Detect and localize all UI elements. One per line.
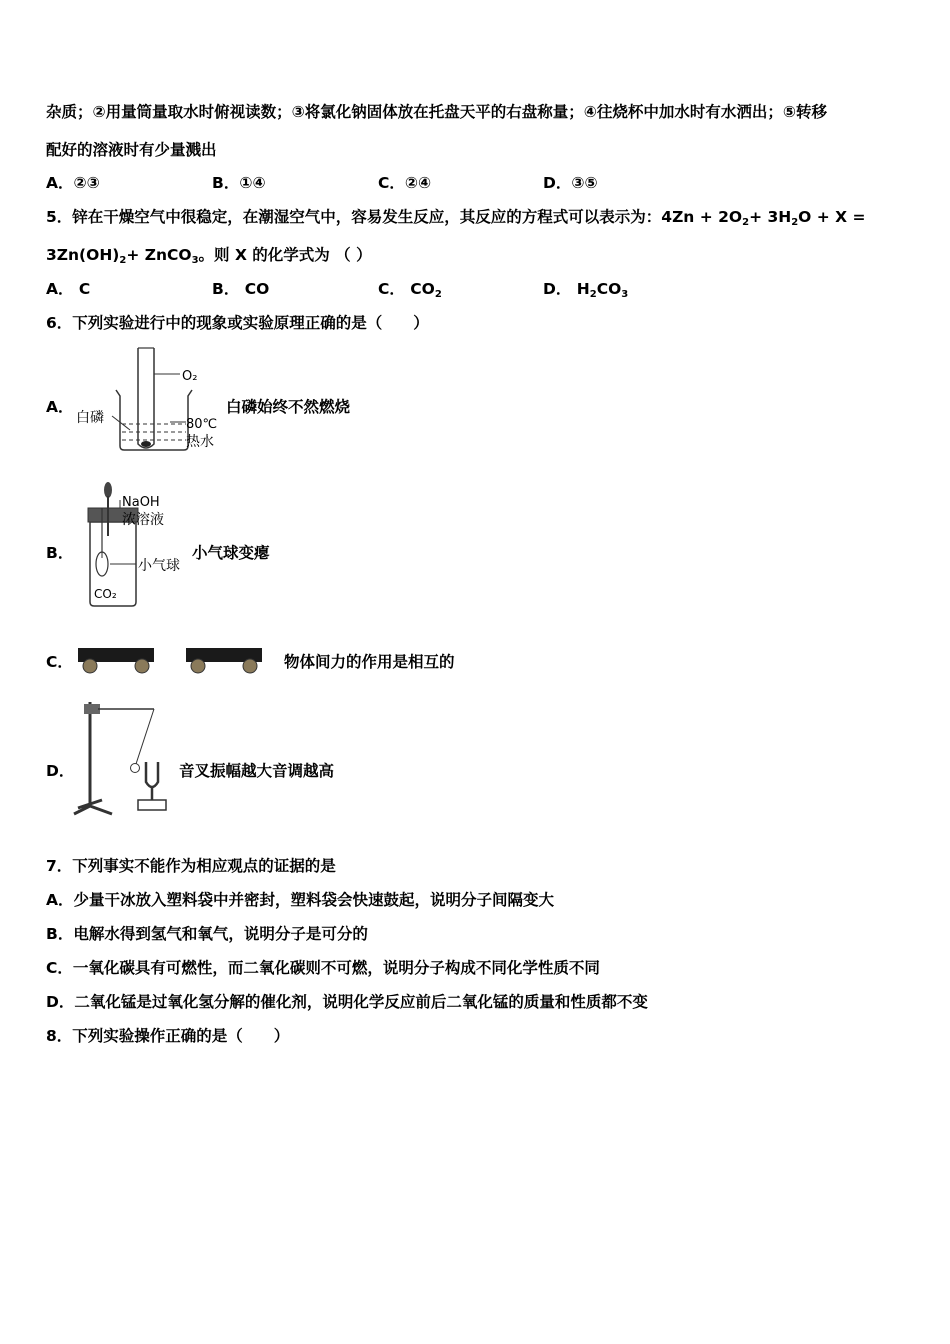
q7-option-d: D．二氧化锰是过氧化氢分解的催化剂，说明化学反应前后二氧化锰的质量和性质都不变 [46,993,648,1011]
q6-option-b-text: 小气球变瘪 [192,544,270,562]
q5-stem-line2: $3Zn(OH)_2+$ ZnCO$_3$。则 X 的化学式为 （ ） [46,246,372,266]
fig-b-naoh-label: NaOH [122,495,160,510]
q5-option-a: A． C [46,280,91,298]
q5-option-b: B． CO [212,280,270,298]
q7-option-b: B．电解水得到氢气和氧气，说明分子是可分的 [46,925,368,943]
q6-d-tuning-fork-figure [72,696,182,818]
fig-b-solution-label: 浓溶液 [122,512,164,528]
q8-stem: 8．下列实验操作正确的是（ ） [46,1027,290,1045]
q7-option-c: C．一氧化碳具有可燃性，而二氧化碳则不可燃，说明分子构成不同化学性质不同 [46,959,600,977]
q6-option-d-text: 音叉振幅越大音调越高 [179,762,335,780]
q6-option-a-label: A． [46,398,74,416]
q7-stem: 7．下列事实不能作为相应观点的证据的是 [46,857,336,875]
q5-option-c: C． $CO_2$ [378,280,442,300]
q6-option-a-text: 白磷始终不然燃烧 [226,398,351,416]
fig-a-phosphorus-label: 白磷 [76,410,104,426]
q4-option-b: B．①④ [212,174,266,192]
q6-option-c-text: 物体间力的作用是相互的 [284,653,455,671]
q5-stem-line1: 5．锌在干燥空气中很稳定，在潮湿空气中，容易发生反应，其反应的方程式可以表示为：$4Zn + 2O_2+ 3H_2O + X$ = [46,208,866,228]
q6-option-d-label: D． [46,762,75,780]
q4-stem-line1: 杂质；②用量筒量取水时俯视读数；③将氯化钠固体放在托盘天平的右盘称量；④往烧杯中加水时有水洒出；⑤转移 [46,103,827,121]
fig-b-co2-label: CO₂ [94,587,117,601]
fig-a-temp-label: 80℃ [186,417,218,432]
q6-option-b-label: B． [46,544,74,562]
q6-option-c-label: C． [46,653,73,671]
q6-a-beaker-figure [74,344,224,456]
fig-b-balloon-label: 小气球 [138,558,180,574]
q5-option-d: D． $H_2CO_3$ [543,280,629,300]
q6-b-bottle-figure [74,478,194,610]
q4-option-d: D．③⑤ [543,174,598,192]
q6-c-carts-figure [76,638,276,682]
fig-a-o2-label: O₂ [182,369,198,384]
q6-stem: 6．下列实验进行中的现象或实验原理正确的是（ ） [46,314,429,332]
fig-a-water-label: 热水 [186,434,214,450]
q4-option-c: C．②④ [378,174,432,192]
q7-option-a: A．少量干冰放入塑料袋中并密封，塑料袋会快速鼓起，说明分子间隔变大 [46,891,555,909]
q4-stem-line2: 配好的溶液时有少量溅出 [46,141,217,159]
q4-option-a: A．②③ [46,174,100,192]
